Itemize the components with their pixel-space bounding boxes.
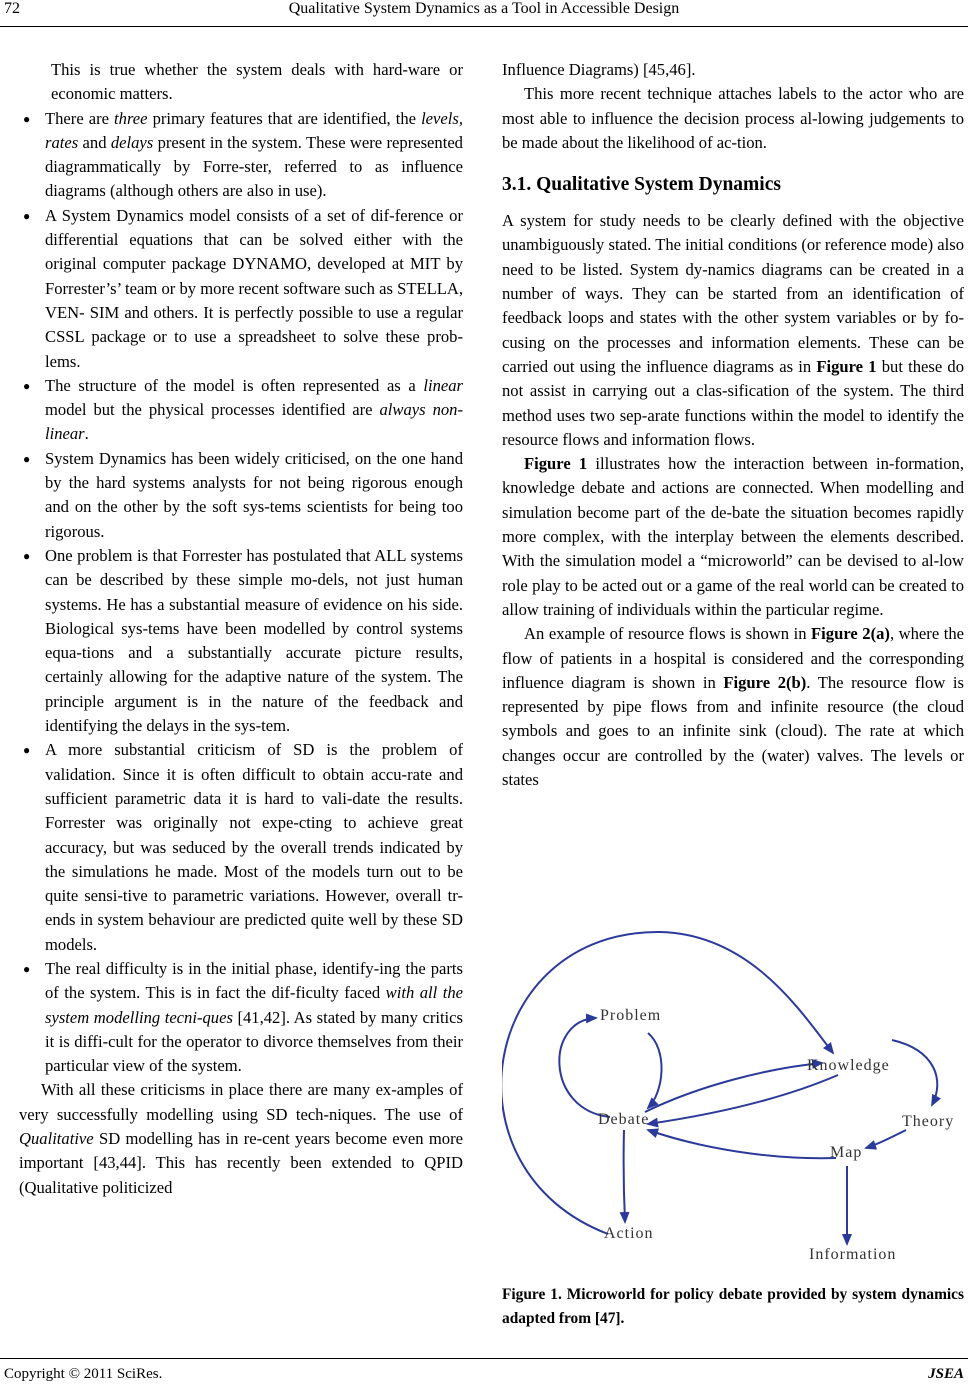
figure-reference: Figure 1 (524, 454, 588, 474)
paragraph: This more recent technique attaches labels to the actor who are most able to influence the decision process al-lowing judgements to be made about the likelihood of ac-tion. (502, 84, 964, 152)
bullet-icon: ● (23, 548, 31, 563)
journal-name: JSEA (928, 1366, 964, 1382)
bullet-item: ● A System Dynamics model consists of a set of dif-ference or differential equations that can be solved either with the original computer package DYNAMO, developed at MIT by Forrester’s’ team or by more recent software such as STELLA, VEN- SIM and others. It is perfectly possible to use a regular CSSL package or to use a spreadsheet to solve these prob-lems. (23, 205, 463, 371)
edge-map-debate (648, 1130, 836, 1158)
lead-paragraph: This is true whether the system deals with hard-ware or economic matters. (51, 60, 463, 104)
bullet-item: ● There are three primary features that are identified, the levels, rates and delays present in the system. These were represented diagrammatically by Forre-ster, referred to as influence diagrams (although others are also in use). (23, 108, 463, 201)
bullet-icon: ● (23, 378, 31, 393)
figure-reference: Figure 2(a) (811, 624, 890, 644)
continued-paragraph: Influence Diagrams) [45,46]. (502, 60, 696, 79)
edge-knowledge-debate (648, 1075, 838, 1124)
left-column (19, 58, 463, 1200)
paragraph: A system for study needs to be clearly defined with the objective unambiguously stated. The initial conditions (or reference mode) also need to be listed. System dy-namics diagrams can be created in a number of ways. They can be started from an identification of feedback loops and states with the other system variables or by fo-cusing on the processes and information elements. These can be carried out using the influence diagrams as in Figure 1 but these do not assist in carrying out a clas-sification of the system. The third method uses two sep-arate functions within the model to identify the resource flows and information flows. (502, 211, 965, 449)
paragraph: An example of resource flows is shown in Figure 2(a), where the flow of patients in a hospital is considered and the corresponding influence diagram is shown in Figure 2(b). The resource flow is represented by pipe flows from and infinite resource (the cloud symbols and goes to an infinite sink (cloud). The rate at which changes occur are controlled by the (water) valves. The levels or states (502, 624, 964, 790)
section-heading: 3.1. Qualitative System Dynamics (502, 174, 781, 196)
bullet-item: ● One problem is that Forrester has postulated that ALL systems can be described by these simple mo-dels, not just human systems. He has a substantial measure of evidence on his side. Biological sys-tems have been modelled by control systems equa-tions and a substantially accurate picture results, certainly allowing for the adaptive nature of the system. The principle argument is in the nature of the feedback and identifying the delays in the sys-tem. (23, 545, 463, 736)
figure-reference: Figure 1 (816, 356, 877, 376)
bullet-item: ● The structure of the model is often represented as a linear model but the physical processes identified are always non-linear. (23, 375, 463, 444)
bullet-item: ● System Dynamics has been widely criticised, on the one hand by the hard systems analysts for not being rigorous enough and on the other by the soft sys-tems scientists for being too rigorous. (23, 448, 463, 541)
node-debate: Debate (598, 1111, 650, 1128)
bullet-item: ● The real difficulty is in the initial phase, identify-ing the parts of the system. This is in fact the dif-ficulty faced with all the system modelling tecni-ques [41,42]. As stated by many critics it is diffi-cult for the operator to divorce themselves from their particular view of the system. (23, 958, 463, 1076)
node-theory: Theory (902, 1113, 955, 1130)
bullet-list (23, 107, 463, 1079)
figure-caption: Figure 1. Microworld for policy debate provided by system dynamics adapted from [47]. (502, 1286, 964, 1327)
figure-1-diagram (502, 908, 964, 1278)
footer-rule (0, 1358, 968, 1359)
edge-debate-problem (559, 1018, 610, 1117)
edge-action-knowledge (502, 932, 833, 1234)
edge-knowledge-theory (892, 1040, 937, 1105)
edge-problem-debate (648, 1033, 662, 1108)
bullet-item: ● A more substantial criticism of SD is the problem of validation. Since it is often difficult to obtain accu-rate and sufficient parametric data it is hard to vali-date the results. Forrester was originally not expe-cting to achieve great accuracy, but was seduced by the overall trends indicated by the simulations he made. Most of the models turn out to be quite sensi-tive to parametric variations. However, overall tr-ends in system behaviour are predicted quite well by these SD models. (23, 740, 463, 954)
bullet-icon: ● (23, 208, 31, 223)
running-title: Qualitative System Dynamics as a Tool in Accessible Design (288, 0, 680, 17)
page-number: 72 (4, 0, 20, 17)
paragraph: Figure 1 illustrates how the interaction between in-formation, knowledge debate and actions are connected. When modelling and simulation become part of the de-bate the situation becomes rapidly more complex, with the interplay between the elements described. With the simulation model a “microworld” can be devised to al-low role play to be acted out or a game of the real world can be created to allow training of individuals within the particular regime. (502, 454, 964, 619)
edge-theory-map (866, 1130, 906, 1148)
right-column (502, 58, 964, 792)
bullet-icon: ● (23, 743, 31, 758)
copyright-notice: Copyright © 2011 SciRes. (4, 1366, 163, 1382)
node-map: Map (830, 1144, 863, 1161)
node-problem: Problem (600, 1007, 662, 1024)
influence-diagram (502, 908, 964, 1278)
header-rule (0, 26, 968, 27)
bullet-icon: ● (23, 451, 31, 466)
bullet-icon: ● (23, 111, 31, 126)
node-action: Action (604, 1225, 654, 1242)
closing-paragraph: With all these criticisms in place there are many ex-amples of very successfully modelling using SD tech-niques. The use of Qualitative SD modelling has in re-cent years become even more important [43,44]. This has recently been extended to QPID (Qualitative politicized (19, 1080, 463, 1197)
node-information: Information (809, 1246, 897, 1263)
node-knowledge: Knowledge (807, 1057, 890, 1074)
edge-debate-action (624, 1130, 625, 1222)
edge-debate-knowledge (645, 1063, 822, 1112)
bullet-icon: ● (23, 961, 31, 976)
figure-reference: Figure 2(b) (723, 672, 807, 692)
